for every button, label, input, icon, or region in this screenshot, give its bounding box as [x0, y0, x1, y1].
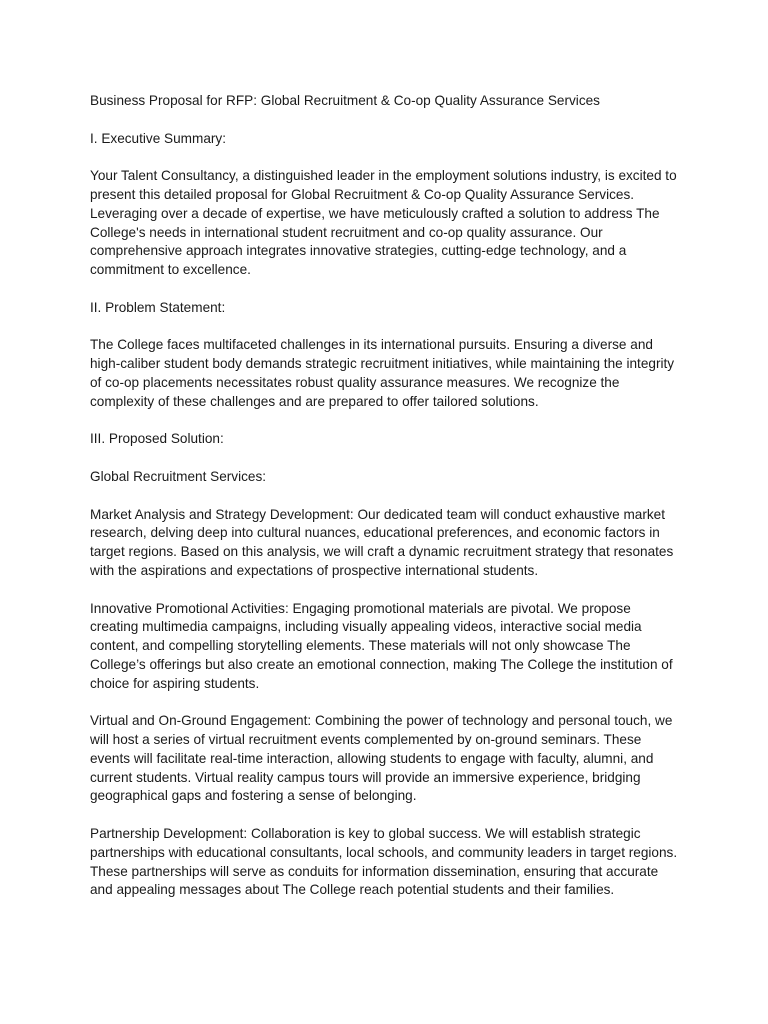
- partnership-paragraph: Partnership Development: Collaboration is key to global success. We will establish strategic partnerships with educational consultants, local schools, and community leaders in target regions. These partnerships will serve as conduits for information dissemination, ensuring that accurate and appealing messages about The College reach potential students and their families.: [90, 826, 678, 898]
- proposed-solution-heading: III. Proposed Solution:: [90, 431, 224, 447]
- document-title: Business Proposal for RFP: Global Recruitment & Co-op Quality Assurance Services: [90, 93, 600, 108]
- promotional-activities-paragraph: Innovative Promotional Activities: Engaging promotional materials are pivotal. We propose creating multimedia campaigns, including visually appealing videos, interactive social media content, and compelling storytelling elements. These materials will not only showcase The College’s offerings but also create an emotional connection, making The College the institution of choice for aspiring students.: [90, 600, 673, 691]
- document-body: [90, 92, 682, 919]
- market-analysis-paragraph: Market Analysis and Strategy Development: Our dedicated team will conduct exhaustive market research, delving deep into cultural nuances, educational preferences, and economic factors in target regions. Based on this analysis, we will craft a dynamic recruitment strategy that resonates with the aspirations and expectations of prospective international students.: [90, 506, 674, 578]
- problem-statement-paragraph: The College faces multifaceted challenges in its international pursuits. Ensuring a diverse and high-caliber student body demands strategic recruitment initiatives, while maintaining the integrity of co-op placements necessitates robust quality assurance measures. We recognize the complexity of these challenges and are prepared to offer tailored solutions.: [90, 337, 675, 409]
- executive-summary-heading: I. Executive Summary:: [90, 130, 226, 146]
- engagement-paragraph: Virtual and On-Ground Engagement: Combining the power of technology and personal touch, we will host a series of virtual recruitment events complemented by on-ground seminars. These events will facilitate real-time interaction, allowing students to engage with faculty, alumni, and current students. Virtual reality campus tours will provide an immersive experience, bridging geographical gaps and fostering a sense of belonging.: [90, 713, 673, 804]
- executive-summary-paragraph: Your Talent Consultancy, a distinguished leader in the employment solutions industry, is excited to present this detailed proposal for Global Recruitment & Co-op Quality Assurance Services. Leveraging over a decade of expertise, we have meticulously crafted a solution to address The College's needs in international student recruitment and co-op quality assurance. Our comprehensive approach integrates innovative strategies, cutting-edge technology, and a commitment to excellence.: [90, 168, 677, 278]
- problem-statement-heading: II. Problem Statement:: [90, 299, 226, 315]
- global-recruitment-subheading: Global Recruitment Services:: [90, 468, 267, 484]
